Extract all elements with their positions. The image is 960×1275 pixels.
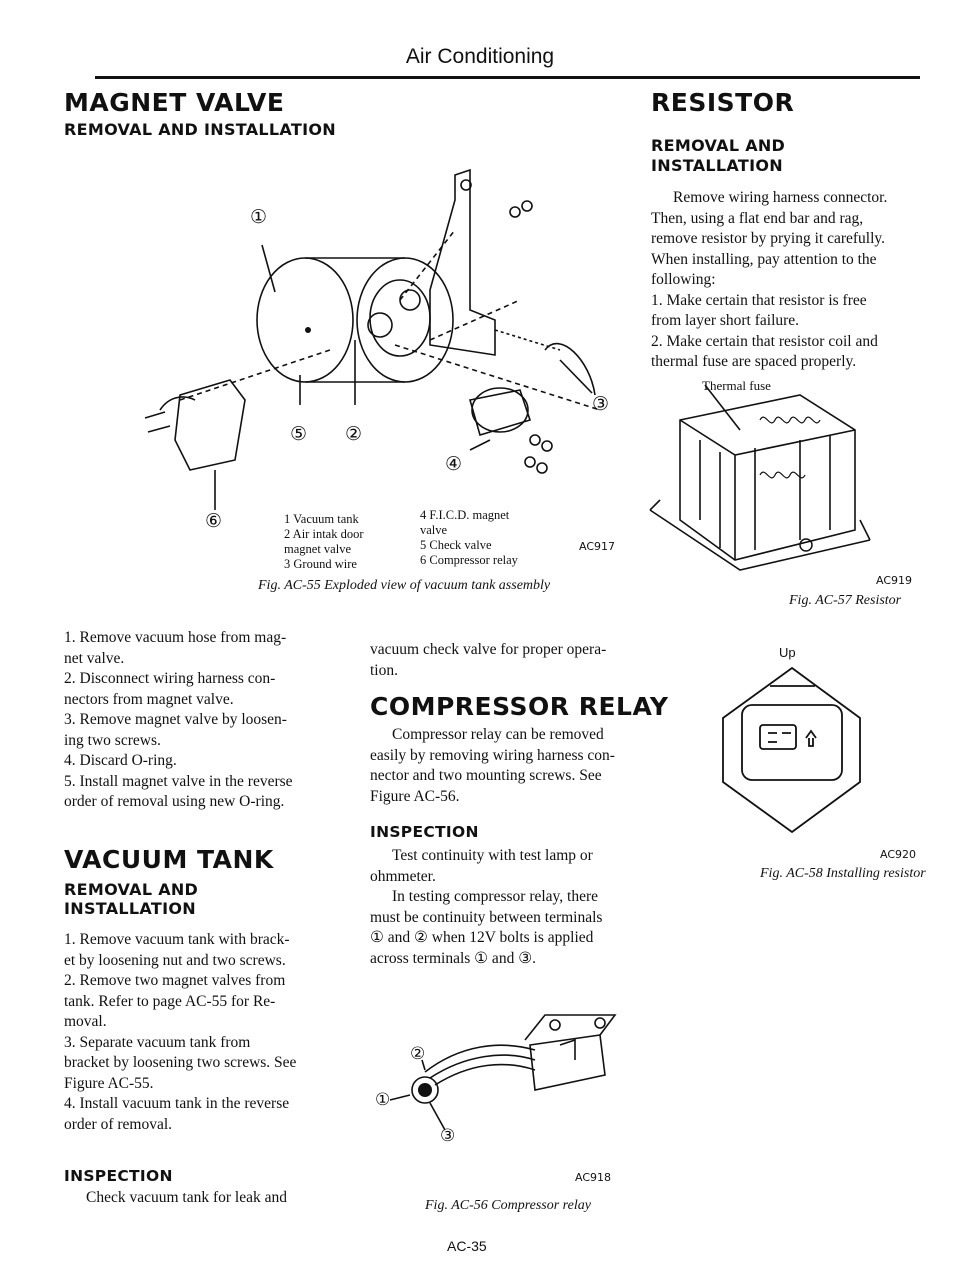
relay-inspection-text: Test continuity with test lamp or ohmmeter. In testing compressor relay, there must be continuity between terminals ① and ② when 12V bolts is applied across terminals ① and ③. bbox=[370, 847, 603, 967]
fig57-caption: Fig. AC-57 Resistor bbox=[789, 593, 902, 608]
thermal-fuse-label: Thermal fuse bbox=[702, 378, 771, 393]
fig56-callout-1: ① bbox=[375, 1090, 391, 1109]
fig58-code: AC920 bbox=[880, 848, 917, 861]
callout-4: ④ bbox=[445, 454, 463, 475]
vacuum-tank-subtitle-2: INSTALLATION bbox=[64, 899, 196, 918]
middle-continued-text: vacuum check valve for proper opera- tion. bbox=[370, 641, 607, 679]
vacuum-inspection-title: INSPECTION bbox=[64, 1167, 173, 1185]
vacuum-inspection-text: Check vacuum tank for leak and bbox=[86, 1189, 287, 1206]
vacuum-tank-steps: 1. Remove vacuum tank with brack- et by loosening nut and two screws. 2. Remove two magnet valves from tank. Refer to page AC-55 for Re- moval. 3. Separate vacuum tank from bracket by loosening two screws. See Figure AC-55. 4. Install vacuum tank in the reverse order of removal. bbox=[64, 931, 297, 1133]
fig56-callout-3: ③ bbox=[440, 1126, 456, 1145]
callout-1: ① bbox=[250, 207, 268, 228]
fig56-caption: Fig. AC-56 Compressor relay bbox=[425, 1198, 591, 1213]
magnet-valve-title: MAGNET VALVE bbox=[64, 88, 285, 117]
page-number: AC-35 bbox=[447, 1238, 487, 1254]
resistor-subtitle-2: INSTALLATION bbox=[651, 156, 783, 175]
resistor-title: RESISTOR bbox=[651, 88, 795, 117]
page-header: Air Conditioning bbox=[405, 45, 555, 68]
fig55-code: AC917 bbox=[579, 540, 616, 553]
fig58-caption: Fig. AC-58 Installing resistor bbox=[760, 866, 926, 881]
fig56-callout-2: ② bbox=[410, 1044, 426, 1063]
compressor-relay-text: Compressor relay can be removed easily by removing wiring harness con- nector and two mounting screws. See Figure AC-56. bbox=[370, 726, 615, 805]
vacuum-tank-title: VACUUM TANK bbox=[64, 845, 274, 874]
fig55-legend-left: 1 Vacuum tank 2 Air intak door magnet valve 3 Ground wire bbox=[284, 512, 364, 571]
callout-5: ⑤ bbox=[290, 424, 308, 445]
up-label: Up bbox=[779, 645, 796, 660]
magnet-valve-subtitle: REMOVAL AND INSTALLATION bbox=[64, 120, 336, 139]
callout-2: ② bbox=[345, 424, 363, 445]
relay-inspection-title: INSPECTION bbox=[370, 823, 479, 841]
resistor-text: Remove wiring harness connector. Then, using a flat end bar and rag, remove resistor by prying it carefully. When installing, pay attention to the following: 1. Make certain that resistor is free from layer short failure. 2. Make certain that resistor coil and thermal fuse are spaced properly. bbox=[651, 189, 888, 370]
fig55-legend-right: 4 F.I.C.D. magnet valve 5 Check valve 6 Compressor relay bbox=[420, 508, 518, 567]
callout-3: ③ bbox=[592, 394, 610, 415]
compressor-relay-title: COMPRESSOR RELAY bbox=[370, 692, 669, 721]
fig57-code: AC919 bbox=[876, 574, 913, 587]
fig55-caption: Fig. AC-55 Exploded view of vacuum tank assembly bbox=[258, 578, 551, 593]
callout-6: ⑥ bbox=[205, 511, 223, 532]
vacuum-tank-subtitle-1: REMOVAL AND bbox=[64, 880, 199, 899]
magnet-valve-steps: 1. Remove vacuum hose from mag- net valve. 2. Disconnect wiring harness con- nectors from magnet valve. 3. Remove magnet valve by loosen- ing two screws. 4. Discard O-ring. 5. Install magnet valve in the reverse order of removal using new O-ring. bbox=[64, 629, 293, 810]
fig56-code: AC918 bbox=[575, 1171, 612, 1184]
resistor-subtitle-1: REMOVAL AND bbox=[651, 136, 786, 155]
